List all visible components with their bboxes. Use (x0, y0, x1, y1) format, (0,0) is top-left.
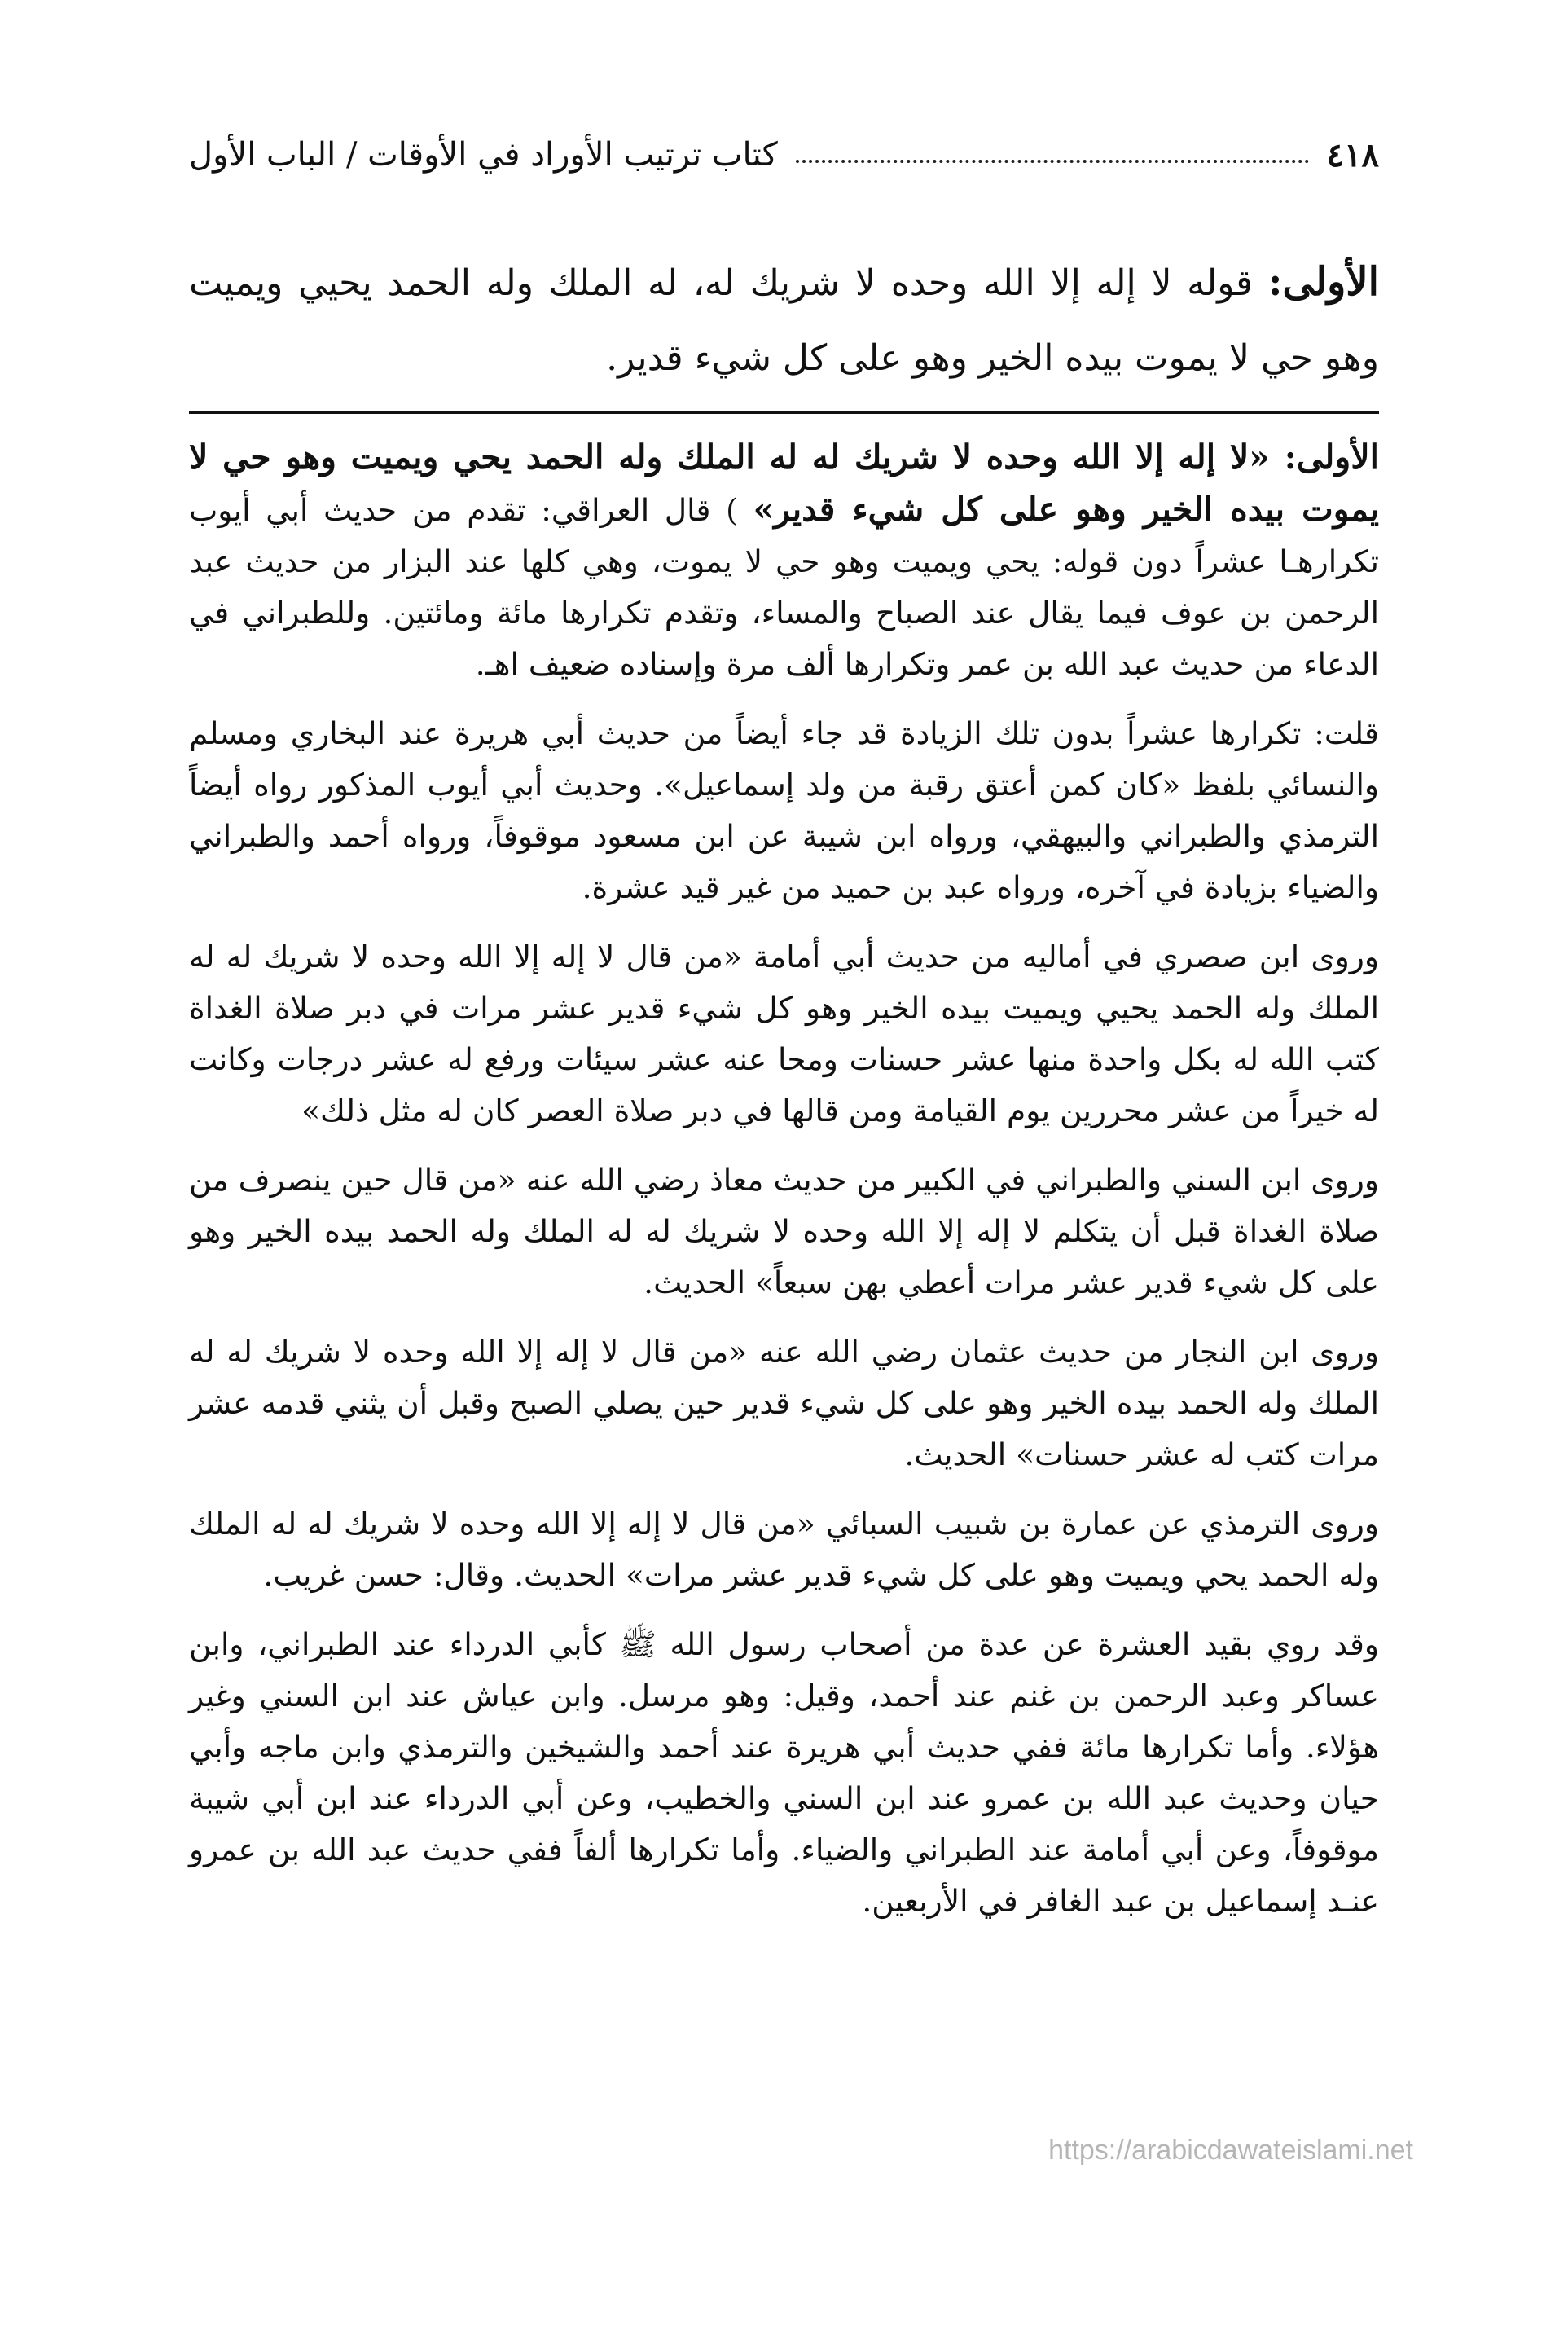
commentary-paragraph-4: وروى ابن السني والطبراني في الكبير من حديث معاذ رضي الله عنه «من قال حين ينصرف من صلاة الغداة قبل أن يتكلم لا إله إلا الله وحده لا شريك له له الملك وله الحمد بيده الخير وهو على كل شيء قدير عشر مرات أعطي بهن سبعاً» الحديث. (189, 1162, 1379, 1300)
commentary-paragraph-1-text: ) قال العراقي: تقدم من حديث أبي أيوب تكرارهـا عشراً دون قوله: يحي ويميت وهو حي لا يموت، وهي كلها عند البزار من حديث عبد الرحمن بن عوف فيما يقال عند الصباح والمساء، وتقدم تكرارها مائة ومائتين. وللطبراني في الدعاء من حديث عبد الله بن عمر وتكرارها ألف مرة وإسناده ضعيف اهـ. (189, 492, 1379, 682)
main-text-block (189, 244, 1379, 396)
running-title: كتاب ترتيب الأوراد في الأوقات / الباب الأول (189, 136, 778, 174)
page-number: ٤١٨ (1326, 135, 1379, 174)
main-text-body: قوله لا إله إلا الله وحده لا شريك له، له الملك وله الحمد يحيي ويميت وهو حي لا يموت بيده الخير وهو على كل شيء قدير. (189, 262, 1379, 379)
header-dotted-leader (796, 160, 1309, 163)
commentary-block (189, 432, 1379, 1945)
commentary-paragraph-3: وروى ابن صصري في أماليه من حديث أبي أمامة «من قال لا إله إلا الله وحده لا شريك له له الملك وله الحمد يحيي ويميت بيده الخير وهو كل شيء قدير عشر مرات في دبر صلاة الغداة كتب الله له بكل واحدة منها عشر حسنات ومحا عنه عشر سيئات ورفع له عشر درجات وكانت له خيراً من عشر محررين يوم القيامة ومن قالها في دبر صلاة العصر كان له مثل ذلك» (189, 939, 1379, 1128)
commentary-paragraph-7: وقد روي بقيد العشرة عن عدة من أصحاب رسول الله ﷺ كأبي الدرداء عند الطبراني، وابن عساكر وعبد الرحمن بن غنم عند أحمد، وقيل: وهو مرسل. وابن عياش عند ابن السني وغير هؤلاء. وأما تكرارها مائة ففي حديث أبي هريرة عند أحمد والشيخين والترمذي وابن ماجه وأبي حيان وحديث عبد الله بن عمرو عند ابن السني والخطيب، وعن أبي الدرداء عند ابن أبي شيبة موقوفاً، وعن أبي أمامة عند الطبراني والضياء. وأما تكرارها ألفاً ففي حديث عبد الله بن عمرو عنـد إسماعيل بن عبد الغافر في الأربعين. (189, 1626, 1379, 1919)
commentary-paragraph-1 (189, 432, 1379, 690)
commentary-quote-lead: الأولى: «لا إله إلا الله وحده لا شريك له له الملك وله الحمد يحي ويميت وهو حي لا يموت بيده الخير وهو على كل شيء قدير» (189, 438, 1379, 529)
main-text-lead: الأولى: (1267, 259, 1379, 305)
page-header (189, 122, 1379, 187)
separator-line (189, 411, 1379, 414)
website-watermark: https://arabicdawateislami.net (1048, 2135, 1413, 2166)
commentary-paragraph-2: قلت: تكرارها عشراً بدون تلك الزيادة قد جاء أيضاً من حديث أبي هريرة عند البخاري ومسلم والنسائي بلفظ «كان كمن أعتق رقبة من ولد إسماعيل». وحديث أبي أيوب المذكور رواه أيضاً الترمذي والطبراني والبيهقي، ورواه ابن شيبة عن ابن مسعود موقوفاً، ورواه أحمد والطبراني والضياء بزيادة في آخره، ورواه عبد بن حميد من غير قيد عشرة. (189, 715, 1379, 905)
commentary-paragraph-5: وروى ابن النجار من حديث عثمان رضي الله عنه «من قال لا إله إلا الله وحده لا شريك له له الملك وله الحمد بيده الخير وهو على كل شيء قدير حين يصلي الصبح وقبل أن يثني قدمه عشر مرات كتب له عشر حسنات» الحديث. (189, 1334, 1379, 1472)
commentary-paragraph-6: وروى الترمذي عن عمارة بن شبيب السبائي «من قال لا إله إلا الله وحده لا شريك له له الملك وله الحمد يحي ويميت وهو على كل شيء قدير عشر مرات» الحديث. وقال: حسن غريب. (189, 1506, 1379, 1593)
